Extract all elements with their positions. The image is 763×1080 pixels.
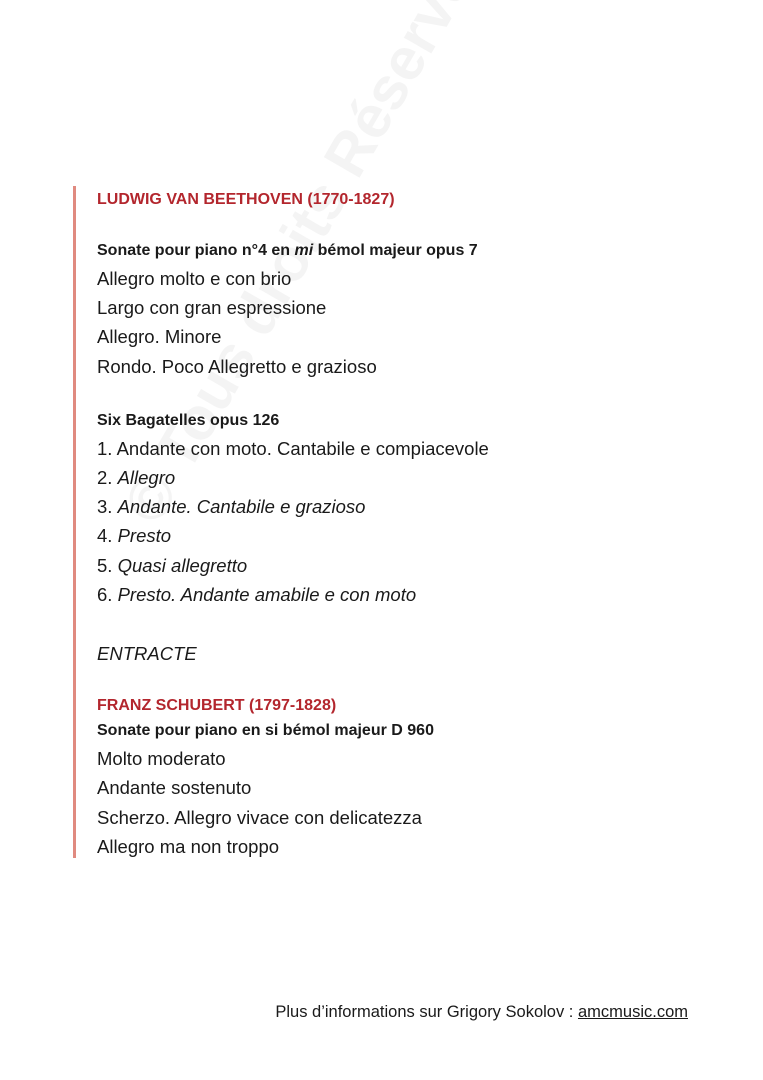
bagatelle-item: 6. Presto. Andante amabile e con moto: [97, 584, 417, 605]
movement: Andante sostenuto: [97, 777, 252, 798]
left-accent-rule: [73, 186, 76, 858]
movement: Allegro. Minore: [97, 326, 222, 347]
footer-text: Plus d’informations sur Grigory Sokolov :: [275, 1003, 578, 1021]
work-title-bagatelles: Six Bagatelles opus 126: [97, 412, 280, 429]
movement: Allegro molto e con brio: [97, 268, 292, 289]
composer-beethoven: LUDWIG VAN BEETHOVEN (1770-1827): [97, 191, 395, 208]
bagatelle-item: 4. Presto: [97, 525, 172, 546]
bagatelle-item: 2. Allegro: [97, 467, 176, 488]
work-title-sonata-4: Sonate pour piano n°4 en mi bémol majeur opus 7: [97, 242, 478, 259]
movement: Scherzo. Allegro vivace con delicatezza: [97, 807, 422, 828]
movement: Molto moderato: [97, 748, 226, 769]
movement: Allegro ma non troppo: [97, 836, 280, 857]
amcmusic-link[interactable]: amcmusic.com: [577, 1003, 688, 1021]
composer-schubert: FRANZ SCHUBERT (1797-1828): [97, 697, 337, 714]
bagatelle-item: 5. Quasi allegretto: [97, 555, 248, 576]
work-title-d960: Sonate pour piano en si bémol majeur D 960: [97, 722, 434, 739]
footer-info: [275, 1003, 688, 1022]
movement: Largo con gran espressione: [97, 297, 327, 318]
bagatelle-item: 1. Andante con moto. Cantabile e compiacevole: [97, 438, 489, 459]
intermission: ENTRACTE: [97, 643, 197, 664]
bagatelle-item: 3. Andante. Cantabile e grazioso: [97, 496, 366, 517]
movement: Rondo. Poco Allegretto e grazioso: [97, 356, 377, 377]
